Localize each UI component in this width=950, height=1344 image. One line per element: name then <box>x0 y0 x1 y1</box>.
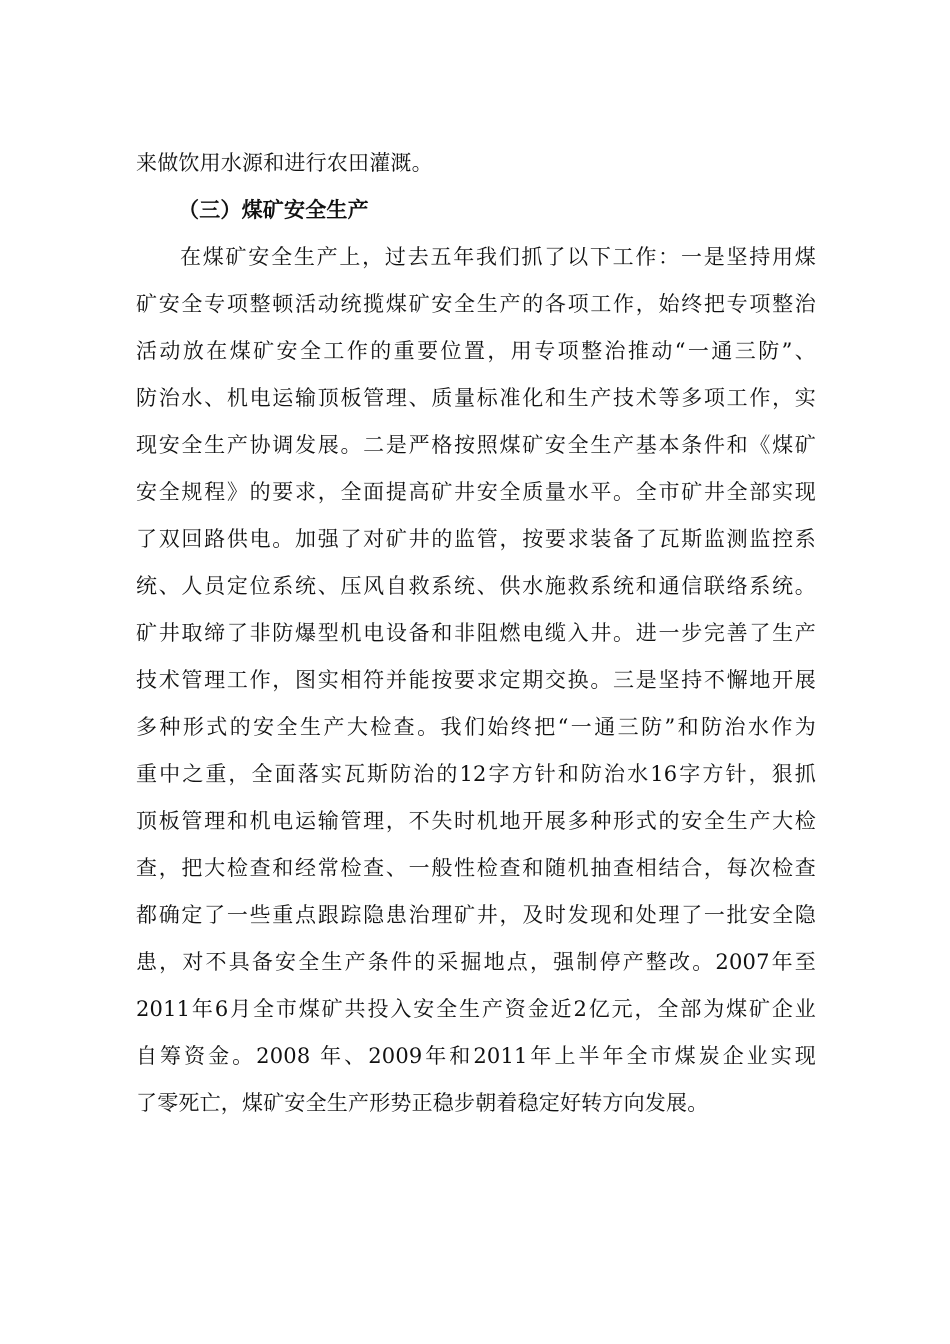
document-body <box>136 140 816 1127</box>
paragraph-line: 了零死亡，煤矿安全生产形势正稳步朝着稳定好转方向发展。 <box>136 1091 709 1115</box>
section-heading: （三）煤矿安全生产 <box>178 198 369 222</box>
paragraph-line: 自筹资金。2008 年、2009年和2011年上半年全市煤炭企业实现 <box>136 1044 816 1068</box>
paragraph-line: 矿井取缔了非防爆型机电设备和非阻燃电缆入井。进一步完善了生产 <box>136 621 816 645</box>
paragraph-line: 安全规程》的要求，全面提高矿井安全质量水平。全市矿井全部实现 <box>136 480 816 504</box>
paragraph-line: 了双回路供电。加强了对矿井的监管，按要求装备了瓦斯监测监控系 <box>136 527 816 551</box>
paragraph-line: 患，对不具备安全生产条件的采掘地点，强制停产整改。2007年至 <box>136 950 816 974</box>
paragraph-line: 来做饮用水源和进行农田灌溉。 <box>136 151 433 175</box>
paragraph-line: 顶板管理和机电运输管理，不失时机地开展多种形式的安全生产大检 <box>136 809 816 833</box>
paragraph-line: 现安全生产协调发展。二是严格按照煤矿安全生产基本条件和《煤矿 <box>136 433 816 457</box>
paragraph-line: 矿安全专项整顿活动统揽煤矿安全生产的各项工作，始终把专项整治 <box>136 292 816 316</box>
paragraph-line: 防治水、机电运输顶板管理、质量标准化和生产技术等多项工作，实 <box>136 386 816 410</box>
paragraph-line: 都确定了一些重点跟踪隐患治理矿井，及时发现和处理了一批安全隐 <box>136 903 816 927</box>
paragraph-line: 在煤矿安全生产上，过去五年我们抓了以下工作：一是坚持用煤 <box>180 245 816 269</box>
paragraph-line: 活动放在煤矿安全工作的重要位置，用专项整治推动“一通三防”、 <box>136 339 816 363</box>
paragraph-line: 2011年6月全市煤矿共投入安全生产资金近2亿元，全部为煤矿企业 <box>136 997 816 1021</box>
paragraph-line: 统、人员定位系统、压风自救系统、供水施救系统和通信联络系统。 <box>136 574 816 598</box>
paragraph-line: 查，把大检查和经常检查、一般性检查和随机抽查相结合，每次检查 <box>136 856 816 880</box>
paragraph-line: 多种形式的安全生产大检查。我们始终把“一通三防”和防治水作为 <box>136 715 816 739</box>
paragraph-line: 技术管理工作，图实相符并能按要求定期交换。三是坚持不懈地开展 <box>136 668 816 692</box>
paragraph-line: 重中之重，全面落实瓦斯防治的12字方针和防治水16字方针，狠抓 <box>136 762 816 786</box>
